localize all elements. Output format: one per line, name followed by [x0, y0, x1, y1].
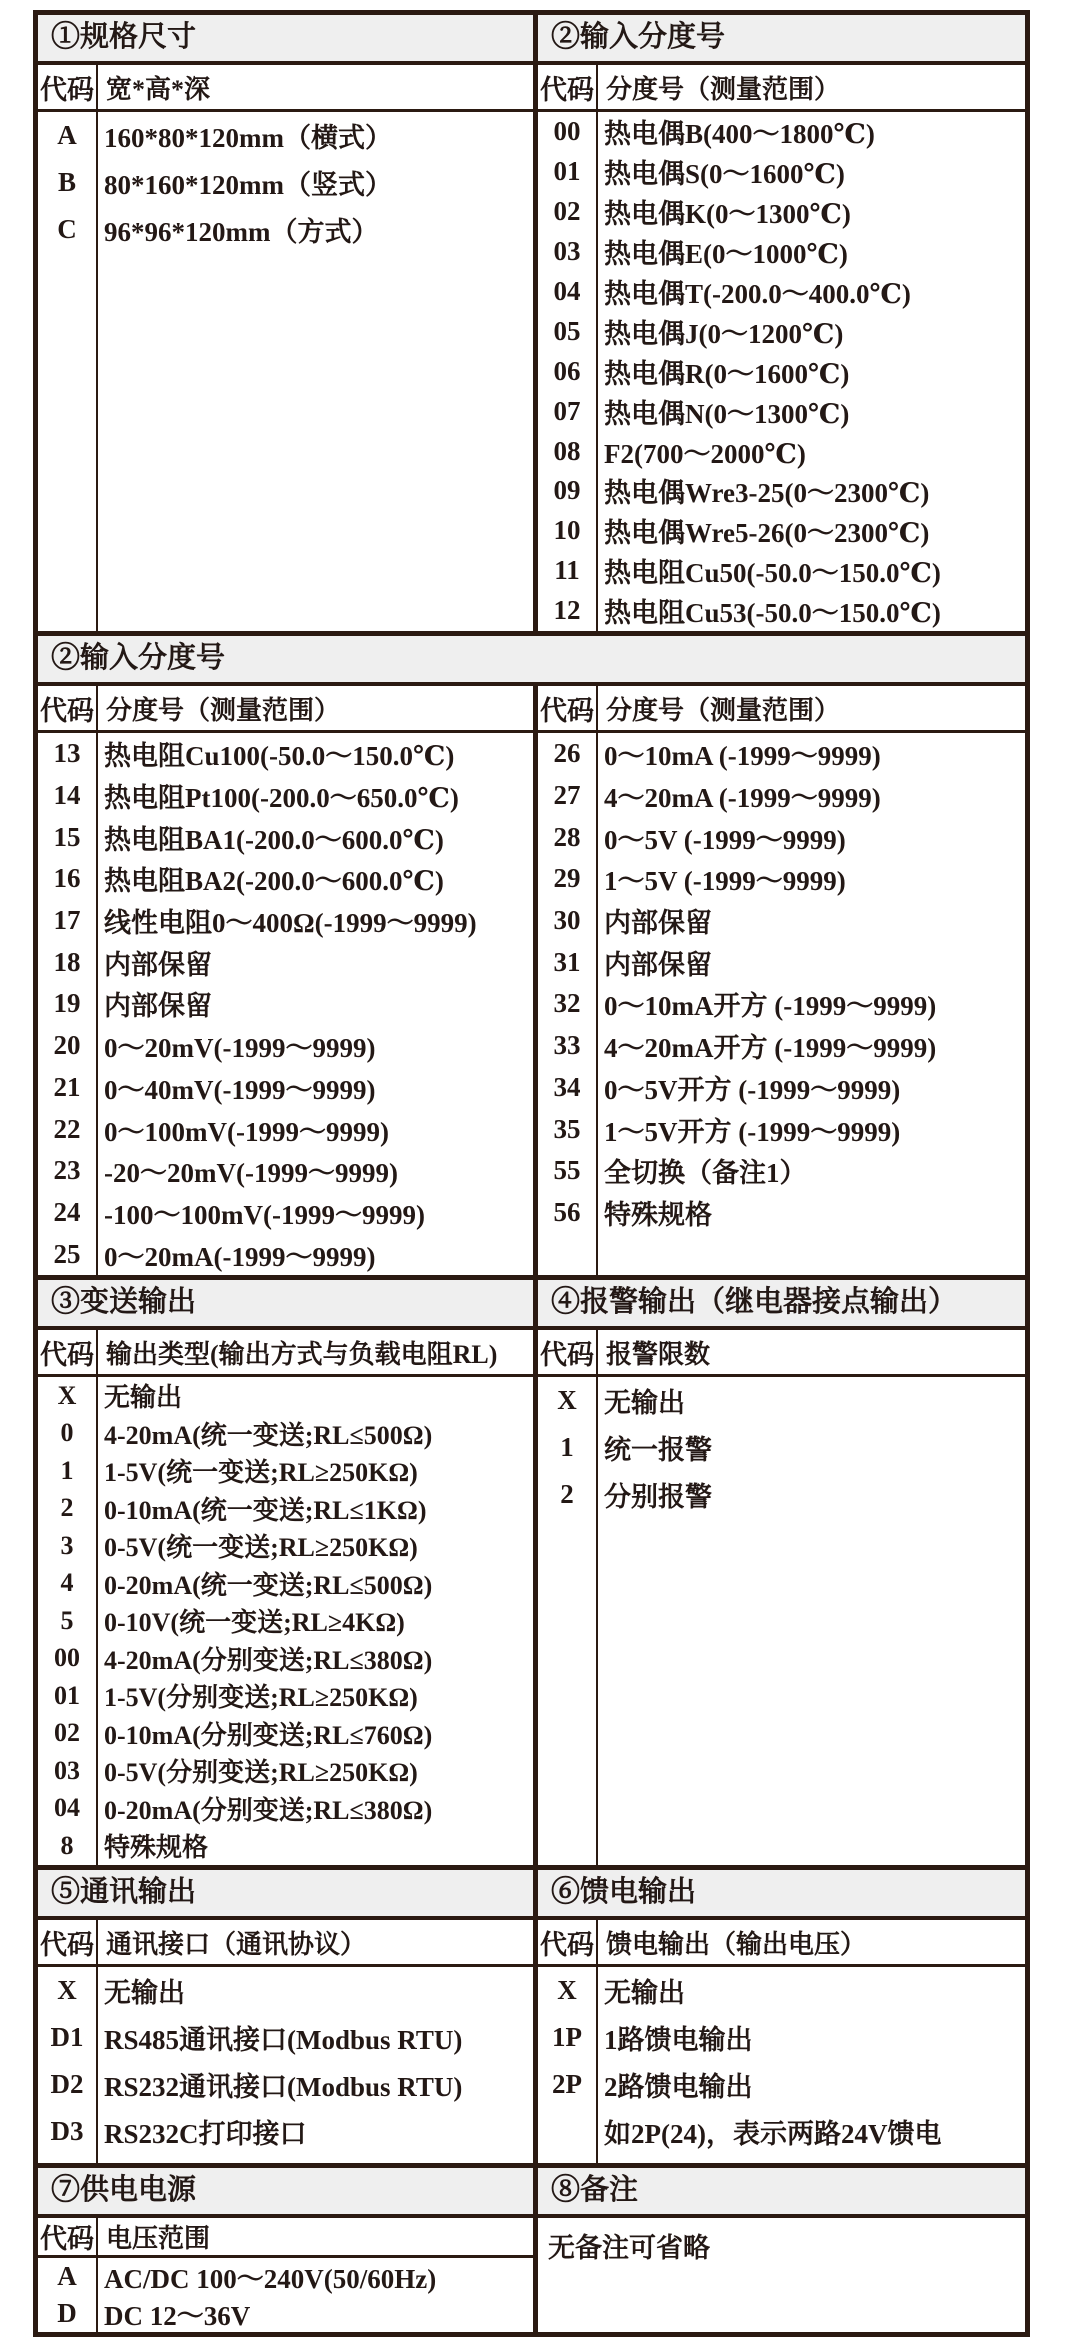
row-value: -100～100mV(-1999～9999) [104, 1199, 425, 1230]
table-row [38, 1715, 533, 1753]
table-row [38, 941, 533, 983]
row-code: 10 [553, 515, 581, 546]
column-divider [96, 2258, 98, 2332]
row-code: 56 [553, 1196, 581, 1227]
row-value: 热电偶J(0～1200℃) [604, 318, 844, 349]
row-code: 01 [54, 1680, 80, 1710]
row-value: 内部保留 [104, 949, 212, 980]
row-value: 0-20mA(分别变送;RL≤380Ω) [104, 1795, 433, 1825]
row-value: 热电偶Wre5-26(0～2300℃) [604, 518, 930, 549]
row-code: 1P [552, 2022, 582, 2052]
column-header-value: 报警限数 [606, 1339, 711, 1369]
row-value: 2路馈电输出 [604, 2072, 753, 2102]
section-1-size-table [33, 10, 538, 636]
section-3-transmit-table [33, 1275, 538, 1870]
table-row [38, 1192, 533, 1234]
row-value: 线性电阻0～400Ω(-1999～9999) [104, 908, 477, 939]
section-8-title: ⑧备注 [538, 2168, 1025, 2218]
table-row [38, 1490, 533, 1528]
section-4-column-header [538, 1330, 1025, 1377]
row-value: 96*96*120mm（方式） [104, 217, 379, 247]
row-value: 特殊规格 [104, 1833, 209, 1863]
row-value: F2(700～2000℃) [604, 438, 806, 469]
table-row [38, 1233, 533, 1275]
section-6-body [538, 1967, 1025, 2163]
column-header-value: 输出类型(输出方式与负载电阻RL) [106, 1339, 498, 1369]
table-row [38, 2258, 533, 2295]
row-value: 0～100mV(-1999～9999) [104, 1116, 389, 1147]
column-divider [96, 112, 98, 631]
remark-text: 无备注可省略 [548, 2233, 710, 2263]
section-2b-left-body [38, 733, 533, 1275]
row-value: 160*80*120mm（横式） [104, 123, 392, 153]
row-value: 热电偶Wre3-25(0～2300℃) [604, 478, 930, 509]
row-value: 0～20mV(-1999～9999) [104, 1033, 376, 1064]
table-row [38, 159, 533, 206]
section-2b-right-body [538, 733, 1025, 1275]
row-code: 03 [54, 1755, 80, 1785]
row-code: 1 [560, 1432, 574, 1462]
band-4 [33, 1865, 1030, 2168]
column-divider [96, 1967, 98, 2163]
row-value: 4-20mA(统一变送;RL≤500Ω) [104, 1420, 433, 1450]
row-code [538, 2108, 596, 2155]
table-row [38, 1967, 533, 2014]
row-value: 内部保留 [104, 991, 212, 1022]
table-row [538, 1377, 1025, 1424]
section-7-column-header [38, 2218, 533, 2258]
table-row [38, 775, 533, 817]
table-row [538, 2108, 1025, 2155]
section-8-remark-table [533, 2163, 1030, 2337]
table-row [538, 900, 1025, 942]
table-row [538, 733, 1025, 775]
row-code: 08 [553, 435, 581, 466]
row-code: X [57, 1380, 77, 1410]
section-2b-left-column-header [38, 686, 533, 733]
row-code: 23 [53, 1155, 81, 1186]
section-7-title: ⑦供电电源 [38, 2168, 533, 2218]
table-row [38, 1527, 533, 1565]
table-row [38, 1415, 533, 1453]
row-value: 热电偶B(400～1800℃) [604, 119, 875, 150]
table-row [538, 192, 1025, 232]
column-header-value: 分度号（测量范围） [106, 695, 341, 725]
band-3 [33, 1275, 1030, 1870]
table-row [538, 1192, 1025, 1234]
column-divider [96, 733, 98, 1275]
row-value: 1-5V(统一变送;RL≥250KΩ) [104, 1458, 418, 1488]
section-5-column-header [38, 1920, 533, 1967]
section-7-body [38, 2258, 533, 2332]
row-value: 1路馈电输出 [604, 2025, 753, 2055]
row-value: 1～5V (-1999～9999) [604, 866, 846, 897]
row-value: 无输出 [104, 1383, 183, 1413]
row-code: 18 [53, 946, 81, 977]
row-code: 20 [53, 1030, 81, 1061]
section-1-title: ①规格尺寸 [38, 15, 533, 65]
section-7-power-table [33, 2163, 538, 2337]
row-code: D1 [50, 2022, 84, 2052]
table-row [38, 1752, 533, 1790]
table-row [538, 1967, 1025, 2014]
section-8-body [538, 2218, 1025, 2332]
section-2b-right-column-header [538, 686, 1025, 733]
column-header-value: 电压范围 [106, 2224, 211, 2253]
table-row [38, 816, 533, 858]
row-code: 32 [553, 988, 581, 1019]
section-6-title: ⑥馈电输出 [538, 1870, 1025, 1920]
row-value: 1～5V开方 (-1999～9999) [604, 1116, 901, 1147]
row-value: 热电偶R(0～1600℃) [604, 358, 850, 389]
table-row [538, 232, 1025, 272]
table-row [538, 775, 1025, 817]
table-row [538, 941, 1025, 983]
row-code: 03 [553, 236, 581, 267]
table-row [538, 2014, 1025, 2061]
row-value: 热电偶N(0～1300℃) [604, 398, 850, 429]
row-code: B [57, 167, 76, 197]
table-row [538, 983, 1025, 1025]
row-value: 0～5V开方 (-1999～9999) [604, 1074, 901, 1105]
row-code: 13 [53, 738, 81, 769]
section-6-column-header [538, 1920, 1025, 1967]
row-code: 06 [553, 355, 581, 386]
section-3-column-header [38, 1330, 533, 1377]
row-code: 16 [53, 863, 81, 894]
table-row [38, 1602, 533, 1640]
section-1-column-header [38, 65, 533, 112]
row-code: 29 [553, 863, 581, 894]
row-value: 热电偶K(0～1300℃) [604, 199, 851, 230]
column-header-code: 代码 [538, 686, 598, 730]
table-row [38, 112, 533, 159]
table-row [38, 2295, 533, 2332]
row-code: 02 [553, 196, 581, 227]
table-row [38, 1790, 533, 1828]
row-code: 21 [53, 1071, 81, 1102]
table-row [538, 816, 1025, 858]
section-5-title: ⑤通讯输出 [38, 1870, 533, 1920]
table-row [38, 2014, 533, 2061]
column-divider [596, 733, 598, 1275]
section-2a-body [538, 112, 1025, 631]
row-code: 11 [554, 555, 580, 586]
table-row [538, 351, 1025, 391]
row-code: D2 [50, 2069, 84, 2099]
row-code: A [57, 2261, 77, 2291]
table-row [538, 1108, 1025, 1150]
row-code: X [57, 1975, 77, 2005]
section-1-body [38, 112, 533, 631]
column-header-code: 代码 [38, 1330, 98, 1374]
section-4-body [538, 1377, 1025, 1865]
section-5-body [38, 1967, 533, 2163]
row-code: 55 [553, 1155, 581, 1186]
row-code: 05 [553, 315, 581, 346]
row-code: 15 [53, 821, 81, 852]
table-row [538, 511, 1025, 551]
row-code: 25 [53, 1238, 81, 1269]
table-row [38, 733, 533, 775]
row-value: RS485通讯接口(Modbus RTU) [104, 2025, 463, 2055]
row-code: 1 [60, 1455, 74, 1485]
table-row [538, 591, 1025, 631]
section-3-title: ③变送输出 [38, 1280, 533, 1330]
column-header-value: 通讯接口（通讯协议） [106, 1929, 367, 1959]
column-header-code: 代码 [38, 2218, 98, 2255]
row-value: 热电偶E(0～1000℃) [604, 239, 848, 270]
row-code: 14 [53, 780, 81, 811]
column-header-code: 代码 [538, 65, 598, 109]
row-value: DC 12～36V [104, 2301, 251, 2331]
row-value: 热电偶S(0～1600℃) [604, 159, 845, 190]
table-row [38, 900, 533, 942]
row-value: 0-10mA(分别变送;RL≤760Ω) [104, 1720, 433, 1750]
row-value: 无输出 [604, 1978, 685, 2008]
band-5 [33, 2163, 1030, 2337]
table-row [38, 858, 533, 900]
row-value: 80*160*120mm（竖式） [104, 170, 392, 200]
table-row [38, 2108, 533, 2155]
row-code: 26 [553, 738, 581, 769]
table-row [38, 206, 533, 253]
row-code: 34 [553, 1071, 581, 1102]
column-header-code: 代码 [538, 1920, 598, 1964]
row-code: 24 [53, 1196, 81, 1227]
row-code: X [557, 1385, 577, 1415]
row-value: 分别报警 [604, 1482, 712, 1512]
table-row [538, 551, 1025, 591]
table-row [538, 471, 1025, 511]
table-row [38, 1025, 533, 1067]
row-value: 热电阻Pt100(-200.0～650.0℃) [104, 783, 459, 814]
table-row [38, 983, 533, 1025]
section-5-comm-table [33, 1865, 538, 2168]
table-row [538, 1424, 1025, 1471]
row-value: 4～20mA (-1999～9999) [604, 783, 881, 814]
row-value: 内部保留 [604, 949, 712, 980]
table-row [538, 152, 1025, 192]
row-code: 12 [553, 595, 581, 626]
row-code: 31 [553, 946, 581, 977]
table-row [538, 1025, 1025, 1067]
section-2b-left-half [38, 686, 538, 1275]
row-code: 2 [60, 1493, 74, 1523]
row-code: 19 [53, 988, 81, 1019]
row-value: 0-10mA(统一变送;RL≤1KΩ) [104, 1495, 427, 1525]
column-header-value: 分度号（测量范围） [606, 695, 841, 725]
row-value: 如2P(24)，表示两路24V馈电 [604, 2119, 942, 2149]
row-value: 0～5V (-1999～9999) [604, 824, 846, 855]
row-code: 17 [53, 905, 81, 936]
band-2 [33, 631, 1030, 1280]
row-code: 01 [553, 156, 581, 187]
row-code: 04 [54, 1793, 80, 1823]
row-value: RS232通讯接口(Modbus RTU) [104, 2072, 463, 2102]
row-code: C [57, 214, 77, 244]
row-value: 全切换（备注1） [604, 1158, 807, 1189]
row-code: 00 [54, 1643, 80, 1673]
table-row [38, 1150, 533, 1192]
row-value: 4-20mA(分别变送;RL≤380Ω) [104, 1645, 433, 1675]
table-row [38, 1452, 533, 1490]
section-4-alarm-table [533, 1275, 1030, 1870]
row-code: 07 [553, 395, 581, 426]
row-code: D [57, 2298, 77, 2328]
row-code: 02 [54, 1718, 80, 1748]
column-header-value: 馈电输出（输出电压） [606, 1929, 867, 1959]
column-header-code: 代码 [538, 1330, 598, 1374]
row-value: 4～20mA开方 (-1999～9999) [604, 1033, 937, 1064]
table-row [538, 2061, 1025, 2108]
row-code: 3 [60, 1530, 74, 1560]
table-row [38, 1565, 533, 1603]
row-value: 无输出 [604, 1388, 685, 1418]
section-2b-input-table [33, 631, 1030, 1280]
row-value: 特殊规格 [604, 1199, 712, 1230]
row-value: 统一报警 [604, 1435, 712, 1465]
row-code: 09 [553, 475, 581, 506]
section-2a-input-table [533, 10, 1030, 636]
table-row [38, 1377, 533, 1415]
table-row [38, 1640, 533, 1678]
row-value: 0～10mA (-1999～9999) [604, 741, 881, 772]
table-row [538, 858, 1025, 900]
section-4-title: ④报警输出（继电器接点输出） [538, 1280, 1025, 1330]
row-code: 5 [60, 1605, 74, 1635]
row-value: 0～20mA(-1999～9999) [104, 1241, 376, 1272]
row-value: 0～40mV(-1999～9999) [104, 1074, 376, 1105]
row-code: 35 [553, 1113, 581, 1144]
table-row [538, 1067, 1025, 1109]
row-value: 0-5V(分别变送;RL≥250KΩ) [104, 1758, 418, 1788]
column-header-code: 代码 [38, 1920, 98, 1964]
row-code: 28 [553, 821, 581, 852]
row-value: 0～10mA开方 (-1999～9999) [604, 991, 937, 1022]
row-value: 内部保留 [604, 908, 712, 939]
spec-sheet [33, 10, 1030, 2337]
row-code: 30 [553, 905, 581, 936]
column-divider [596, 112, 598, 631]
row-value: 0-10V(统一变送;RL≥4KΩ) [104, 1608, 405, 1638]
row-code: 22 [53, 1113, 81, 1144]
table-row [38, 2061, 533, 2108]
row-value: 热电阻BA1(-200.0～600.0℃) [104, 824, 444, 855]
row-value: 1-5V(分别变送;RL≥250KΩ) [104, 1683, 418, 1713]
section-2a-column-header [538, 65, 1025, 112]
column-header-code: 代码 [38, 65, 98, 109]
row-code: 33 [553, 1030, 581, 1061]
table-row [538, 431, 1025, 471]
row-value: 热电偶T(-200.0～400.0℃) [604, 279, 911, 309]
row-value: 0-5V(统一变送;RL≥250KΩ) [104, 1533, 418, 1563]
column-divider [96, 1377, 98, 1865]
section-2b-title: ②输入分度号 [38, 636, 1025, 686]
table-row [38, 1067, 533, 1109]
row-code: 2P [552, 2069, 582, 2099]
row-value: -20～20mV(-1999～9999) [104, 1158, 398, 1189]
table-row [538, 311, 1025, 351]
row-value: 热电阻Cu100(-50.0～150.0℃) [104, 741, 455, 772]
column-divider [596, 1377, 598, 1865]
section-6-feed-table [533, 1865, 1030, 2168]
row-value: AC/DC 100～240V(50/60Hz) [104, 2264, 437, 2294]
table-row [38, 1827, 533, 1865]
row-code: 04 [553, 276, 581, 306]
section-3-body [38, 1377, 533, 1865]
row-code: A [57, 120, 77, 150]
row-value: 热电阻Cu50(-50.0～150.0℃) [604, 558, 941, 589]
column-header-value: 宽*高*深 [106, 74, 211, 104]
row-value: 热电阻BA2(-200.0～600.0℃) [104, 866, 444, 897]
row-code: D3 [50, 2116, 84, 2146]
table-row [538, 112, 1025, 152]
section-2b-right-half [538, 686, 1025, 1275]
row-code: 4 [60, 1568, 74, 1598]
row-value: 热电阻Cu53(-50.0～150.0℃) [604, 598, 941, 629]
table-row [38, 1108, 533, 1150]
row-code: 8 [60, 1830, 74, 1860]
row-code: X [557, 1975, 577, 2005]
row-code: 00 [553, 116, 581, 147]
table-row [38, 1677, 533, 1715]
row-code: 27 [553, 780, 581, 811]
table-row [538, 1150, 1025, 1192]
section-2b-split [38, 686, 1025, 1275]
section-2a-title: ②输入分度号 [538, 15, 1025, 65]
table-row [538, 272, 1025, 312]
band-1 [33, 10, 1030, 636]
row-code: 0 [60, 1418, 74, 1448]
row-value: RS232C打印接口 [104, 2119, 307, 2149]
row-code: 2 [560, 1479, 574, 1509]
row-value: 0-20mA(统一变送;RL≤500Ω) [104, 1570, 433, 1600]
column-header-code: 代码 [38, 686, 98, 730]
column-divider [596, 1967, 598, 2163]
table-row [538, 1471, 1025, 1518]
table-row [538, 391, 1025, 431]
column-header-value: 分度号（测量范围） [606, 74, 841, 104]
row-value: 无输出 [104, 1978, 185, 2008]
